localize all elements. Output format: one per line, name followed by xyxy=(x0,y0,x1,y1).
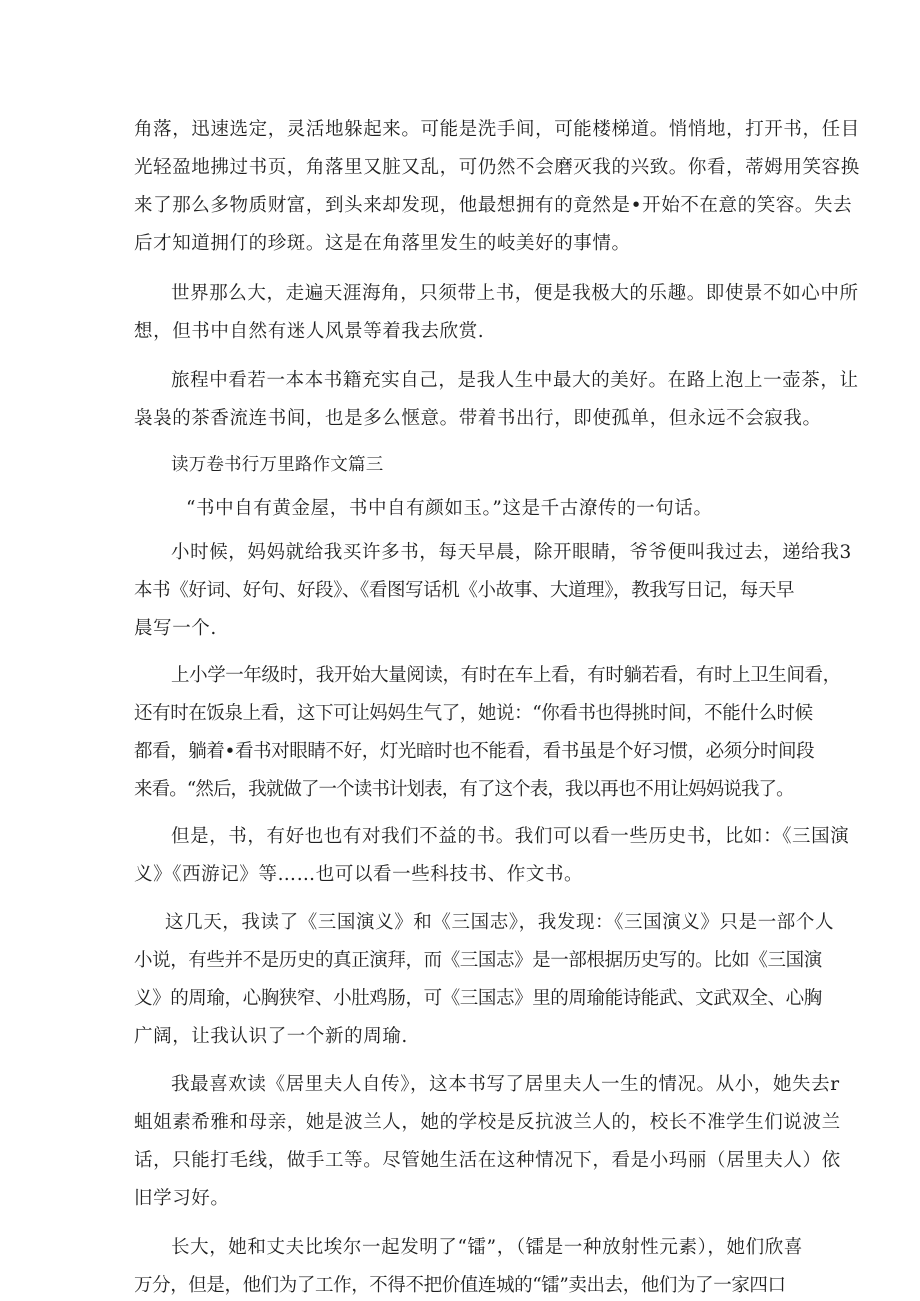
text-line: 义》《西游记》等……也可以看一些科技书、作文书。 xyxy=(134,864,584,885)
section-heading: 读万卷书行万里路作文篇三 xyxy=(171,455,384,475)
text-line: 旅程中看若一本本书籍充实自己，是我人生中最大的美好。在路上泡上一壶茶，让 xyxy=(171,370,859,391)
text-line: 角落，迅速选定，灵活地躲起来。可能是洗手间，可能楼梯道。悄悄地，打开书，任目 xyxy=(134,119,860,140)
text-line: 世界那么大，走遍天涯海角，只须带上书，便是我极大的乐趣。即使景不如心中所 xyxy=(171,283,859,304)
text-line: 小说，有些并不是历史的真正演拜，而《三国志》是一部根据历史写的。比如《三国演 xyxy=(134,950,822,971)
text-line: 小时候，妈妈就给我买许多书，每天早晨，除开眼睛，爷爷便叫我过去，递给我3 xyxy=(171,542,852,563)
text-line: 后才知道拥仃的珍斑。这是在角落里发生的岐美好的事情。 xyxy=(134,233,631,254)
text-line: 想，但书中自然有迷人风景等着我去欣赏. xyxy=(134,321,485,342)
text-line: 光轻盈地拂过书页，角落里又脏又乱，可仍然不会磨灭我的兴致。你看，蒂姆用笑容换 xyxy=(134,157,860,178)
text-line: 这几天，我读了《三国演义》和《三国志》，我发现：《三国演义》只是一部个人 xyxy=(165,912,835,933)
text-line: 旧学习好。 xyxy=(134,1188,230,1209)
text-line: 袅袅的茶香流连书间，也是多么惬意。带着书出行，即使孤单，但永远不会寂我。 xyxy=(134,408,822,429)
text-line: 还有时在饭泉上看，这下可让妈妈生气了，她说：“你看书也得挑时间，不能什么时候 xyxy=(134,703,813,724)
text-line: 义》的周瑜，心胸狭窄、小肚鸡肠，可《三国志》里的周瑜能诗能武、文武双全、心胸 xyxy=(134,988,822,1009)
text-line: 广阔，让我认识了一个新的周瑜. xyxy=(134,1026,408,1047)
text-line: 来看。“然后，我就做了一个读书计划表，有了这个表，我以再也不用让妈妈说我了。 xyxy=(134,779,794,800)
text-line: 万分，但是，他们为了工作，不得不把价值连城的“镭”卖出去，他们为了一家四口 xyxy=(134,1275,786,1296)
text-line: 蛆姐素希雅和母亲，她是波兰人，她的学校是反抗波兰人的，校长不准学生们说波兰 xyxy=(134,1112,841,1133)
text-line: 来了那么多物质财富，到头来却发现，他最想拥有的竟然是•开始不在意的笑容。失去 xyxy=(134,195,853,216)
text-line: “书中自有黄金屋，书中自有颜如玉。”这是千古潦传的一句话。 xyxy=(186,498,713,519)
text-line: 但是，书，有好也也有对我们不益的书。我们可以看一些历史书，比如：《三国演 xyxy=(171,826,850,847)
text-line: 话，只能打毛线，做手工等。尽管她生活在这种情况下，看是小玛丽（居里夫人）依 xyxy=(134,1150,841,1171)
text-line: 晨写一个. xyxy=(134,618,217,639)
text-line: 都看，躺着•看书对眼睛不好，灯光暗时也不能看，看书虽是个好习惯，必须分时间段 xyxy=(134,741,815,762)
text-line: 本书《好词、好句、好段》、《看图写话机《小故事、大道理》，教我写日记，每天早 xyxy=(134,580,795,601)
text-line: 上小学一年级时，我开始大量阅读，有时在车上看，有时躺若看，有时上卫生间看， xyxy=(171,665,841,686)
text-line: 我最喜欢读《居里夫人自传》，这本书写了居里夫人一生的情况。从小，她失去r xyxy=(171,1074,840,1095)
text-line: 长大，她和丈夫比埃尔一起发明了“镭”，（镭是一种放射性元素），她们欣喜 xyxy=(171,1237,803,1258)
